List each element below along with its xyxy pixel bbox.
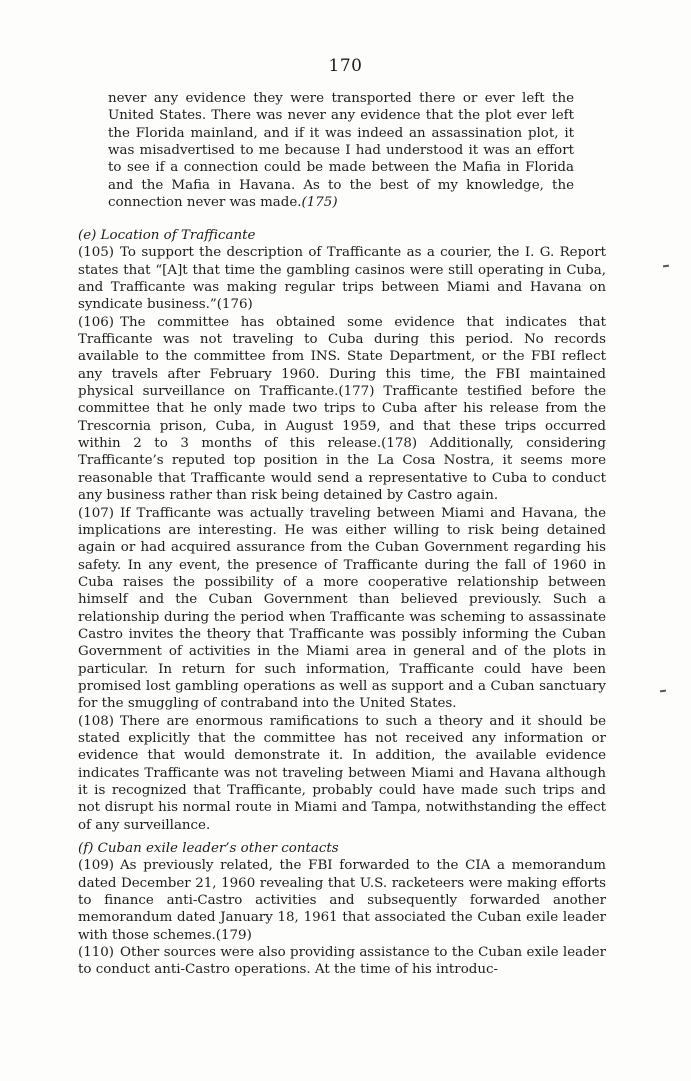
paragraph-number: (106)	[78, 314, 115, 330]
paragraph-106	[78, 314, 606, 505]
paragraph-number: (108)	[78, 713, 115, 729]
paragraph-110	[78, 944, 606, 979]
paragraph-107	[78, 505, 606, 713]
paragraph-text: To support the description of Trafficante as a courier, the I. G. Report states that “[A]t that time the gambling casinos were still operating in Cuba, and Trafficante was making regular trips between Miami and Havana on syndicate business.”(176)	[78, 245, 606, 313]
section-heading-e: (e) Location of Trafficante	[78, 228, 256, 243]
paragraph-105	[78, 244, 606, 313]
paragraph-number: (107)	[78, 505, 115, 521]
section-heading-f: (f) Cuban exile leader’s other contacts	[78, 841, 339, 857]
paragraph-108	[78, 713, 606, 834]
block-quote	[108, 90, 574, 211]
page-number: 170	[328, 56, 363, 76]
paragraph-109	[78, 857, 606, 944]
paragraph-text: Other sources were also providing assistance to the Cuban exile leader to conduct anti-Castro operations. At the time of his introduc-	[78, 945, 606, 978]
paragraph-text: There are enormous ramifications to such a theory and it should be stated explicitly that the committee has not received any information or evidence that would demonstrate it. In addition, the available evidence indicates Trafficante was not traveling between Miami and Havana although it is recognized that Trafficante, probably could have made such trips and not disrupt his normal route in Miami and Tampa, notwithstanding the effect of any surveillance.	[78, 713, 606, 833]
paragraph-number: (109)	[78, 858, 115, 874]
paragraph-text: If Trafficante was actually traveling between Miami and Havana, the implications are interesting. He was either willing to risk being detained again or had acquired assurance from the Cuban Government regarding his safety. In any event, the presence of Trafficante during the fall of 1960 in Cuba raises the possibility of a more cooperative relationship between himself and the Cuban Government than believed previously. Such a relationship during the period when Trafficante was scheming to assassinate Castro invites the theory that Trafficante was possibly informing the Cuban Government of activities in the Miami area in general and of the plots in particular. In return for such information, Trafficante could have been promised lost gambling operations as well as support and a Cuban sanctuary for the smuggling of contraband into the United States.	[78, 505, 606, 712]
quote-footnote: (175)	[301, 195, 338, 211]
section-e	[78, 227, 606, 979]
paragraph-text: The committee has obtained some evidence that indicates that Trafficante was not traveling to Cuba during this period. No records available to the committee from INS. State Department, or the FBI reflect any travels after February 1960. During this time, the FBI maintained physical surveillance on Trafficante.(177) Trafficante testified before the committee that he only made two trips to Cuba after his release from the Trescornia prison, Cuba, in August 1959, and that these trips occurred within 2 to 3 months of this release.(178) Additionally, considering Trafficante’s reputed top position in the La Cosa Nostra, it seems more reasonable that Trafficante would send a representative to Cuba to conduct any business rather than risk being detained by Castro again.	[78, 314, 606, 504]
margin-scan-mark	[663, 265, 669, 268]
paragraph-number: (110)	[78, 945, 115, 961]
margin-scan-mark	[660, 690, 666, 693]
quote-text: never any evidence they were transported there or ever left the United States. There was never any evidence that the plot ever left the Florida mainland, and if it was indeed an assassination plot, it was misadvertised to me because I had understood it was an effort to see if a connection could be made between the Mafia in Florida and the Mafia in Havana. As to the best of my knowledge, the connection never was made.	[108, 91, 574, 211]
paragraph-text: As previously related, the FBI forwarded to the CIA a memorandum dated December 21, 1960 revealing that U.S. racketeers were making efforts to finance anti-Castro activities and subsequently forwarded another memorandum dated January 18, 1961 that associated the Cuban exile leader with those schemes.(179)	[78, 858, 606, 943]
paragraph-number: (105)	[78, 245, 115, 261]
